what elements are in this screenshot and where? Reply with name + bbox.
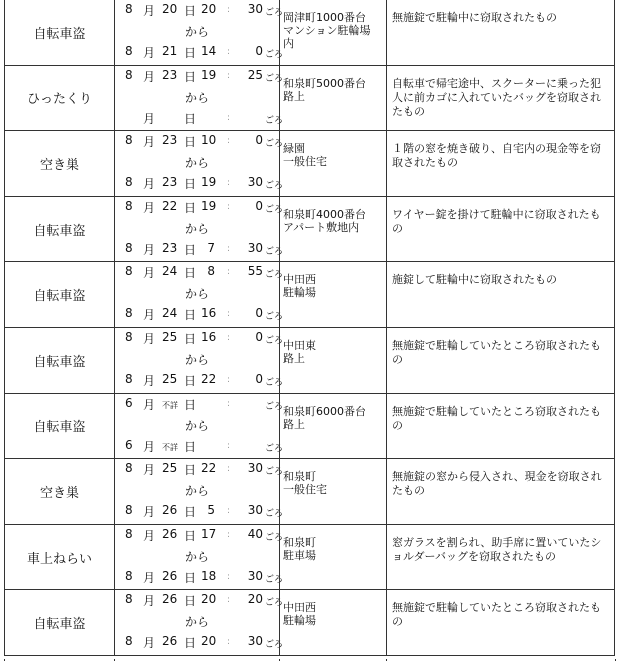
time-range bbox=[114, 131, 284, 196]
month-label: 月 bbox=[143, 439, 156, 454]
colon: : bbox=[227, 70, 231, 81]
koro-label: ごろ bbox=[265, 50, 284, 60]
colon: : bbox=[227, 201, 231, 212]
time-to-line bbox=[115, 240, 284, 257]
colon: : bbox=[227, 595, 231, 606]
time-from-line bbox=[115, 198, 284, 215]
hour-value: 16 bbox=[201, 330, 217, 344]
description: 無施錠で駐輪していたところ窃取されたもの bbox=[386, 394, 615, 459]
time-from-line bbox=[115, 461, 284, 478]
day-value: 26 bbox=[162, 526, 178, 541]
day-label: 日 bbox=[184, 332, 197, 346]
day-label: 日 bbox=[184, 111, 197, 126]
table-row bbox=[4, 394, 615, 460]
location bbox=[279, 590, 386, 655]
location-line: 和泉町4000番台 bbox=[283, 207, 366, 221]
time-to-line bbox=[115, 437, 284, 454]
month-label: 月 bbox=[143, 135, 156, 150]
description: １階の窓を焼き破り、自宅内の現金等を窃取されたもの bbox=[386, 131, 615, 196]
month-value: 8 bbox=[125, 2, 133, 16]
time-to-line bbox=[115, 306, 284, 323]
location bbox=[279, 197, 386, 262]
description: 無施錠で駐輪していたところ窃取されたもの bbox=[386, 328, 615, 393]
location-line: 駐車場 bbox=[283, 548, 316, 562]
time-to-line bbox=[115, 568, 284, 585]
colon: : bbox=[227, 637, 231, 648]
koro-label: ごろ bbox=[265, 8, 284, 18]
hour-value: 20 bbox=[201, 592, 217, 607]
colon: : bbox=[227, 440, 231, 451]
month-value: 8 bbox=[125, 264, 133, 279]
minute-value: 40 bbox=[247, 526, 263, 541]
kara-label: から bbox=[185, 418, 210, 433]
day-label: 日 bbox=[184, 594, 197, 609]
minute-value: 30 bbox=[247, 568, 263, 583]
time-range bbox=[114, 66, 284, 131]
month-value: 8 bbox=[125, 175, 133, 190]
colon: : bbox=[227, 309, 231, 320]
koro-label: ごろ bbox=[265, 139, 284, 150]
location bbox=[279, 66, 386, 131]
day-label: 日 bbox=[184, 177, 197, 192]
location bbox=[279, 459, 386, 524]
koro-label: ごろ bbox=[265, 181, 284, 192]
day-label: 日 bbox=[184, 505, 197, 520]
table-row bbox=[4, 525, 615, 591]
colon: : bbox=[227, 464, 231, 475]
month-value: 8 bbox=[125, 198, 133, 213]
month-label: 月 bbox=[143, 242, 156, 257]
month-label: 月 bbox=[143, 308, 156, 323]
location-line: 路上 bbox=[283, 352, 305, 365]
month-value: 8 bbox=[125, 133, 133, 148]
kara-line bbox=[115, 351, 280, 367]
time-range bbox=[114, 262, 284, 327]
crime-type: 車上ねらい bbox=[4, 525, 114, 590]
location-line: 岡津町1000番台 bbox=[283, 11, 366, 24]
location-line: 駐輪場 bbox=[283, 286, 316, 300]
day-label: 日 bbox=[184, 397, 197, 412]
kara-line bbox=[115, 613, 280, 629]
colon: : bbox=[227, 136, 231, 147]
colon: : bbox=[227, 398, 231, 409]
description: 無施錠の窓から侵入され、現金を窃取されたもの bbox=[386, 459, 615, 524]
minute-value: 30 bbox=[247, 503, 263, 518]
location-line: 中田東 bbox=[283, 339, 316, 352]
crime-type: 自転車盗 bbox=[4, 328, 114, 393]
kara-line bbox=[115, 89, 280, 105]
day-value: 26 bbox=[162, 634, 178, 649]
koro-label: ごろ bbox=[265, 574, 284, 585]
minute-value: 0 bbox=[255, 198, 263, 213]
kara-line bbox=[115, 482, 280, 498]
month-label: 月 bbox=[143, 505, 156, 520]
day-value: 23 bbox=[162, 133, 178, 148]
description: 施錠して駐輪中に窃取されたもの bbox=[386, 262, 615, 327]
hour-value: 20 bbox=[201, 634, 217, 649]
kara-label: から bbox=[185, 25, 210, 39]
month-value: 8 bbox=[125, 461, 133, 476]
hour-value: 17 bbox=[201, 526, 217, 541]
colon: : bbox=[227, 571, 231, 582]
koro-label: ごろ bbox=[265, 532, 284, 543]
location-line: 中田西 bbox=[283, 601, 316, 615]
month-label: 月 bbox=[143, 397, 156, 412]
month-value: 8 bbox=[125, 526, 133, 541]
month-label: 月 bbox=[143, 332, 156, 346]
day-label: 日 bbox=[184, 135, 197, 150]
koro-label: ごろ bbox=[265, 509, 284, 520]
month-value: 8 bbox=[125, 592, 133, 607]
month-label: 月 bbox=[143, 266, 156, 281]
location-line: アパート敷地内 bbox=[283, 220, 360, 234]
day-label: 日 bbox=[184, 439, 197, 454]
kara-line bbox=[115, 220, 280, 236]
time-to-line bbox=[115, 44, 284, 60]
kara-label: から bbox=[185, 90, 210, 105]
colon: : bbox=[227, 506, 231, 517]
location bbox=[279, 328, 386, 393]
kara-label: から bbox=[185, 221, 210, 236]
koro-label: ごろ bbox=[265, 467, 284, 478]
table-row bbox=[4, 131, 615, 197]
day-value: 20 bbox=[162, 2, 178, 16]
description: 無施錠で駐輪中に窃取されたもの bbox=[386, 0, 615, 65]
colon: : bbox=[227, 529, 231, 540]
table-row bbox=[4, 590, 615, 656]
koro-label: ごろ bbox=[265, 204, 284, 215]
month-value: 8 bbox=[125, 67, 133, 82]
time-from-line bbox=[115, 264, 284, 281]
day-value: 不詳 bbox=[162, 400, 178, 410]
hour-value: 16 bbox=[201, 306, 217, 321]
day-label: 日 bbox=[184, 242, 197, 257]
minute-value: 55 bbox=[247, 264, 263, 279]
day-value: 24 bbox=[162, 264, 178, 279]
minute-value: 0 bbox=[255, 133, 263, 148]
location-line: 内 bbox=[283, 37, 294, 50]
koro-label: ごろ bbox=[265, 598, 284, 609]
location-line: 路上 bbox=[283, 89, 305, 103]
day-value: 22 bbox=[162, 198, 178, 213]
time-to-line bbox=[115, 634, 284, 651]
koro-label: ごろ bbox=[265, 312, 284, 323]
crime-type: 自転車盗 bbox=[4, 197, 114, 262]
kara-label: から bbox=[185, 287, 210, 302]
kara-label: から bbox=[185, 549, 210, 564]
month-label: 月 bbox=[143, 4, 156, 18]
day-label: 日 bbox=[184, 266, 197, 281]
table-row bbox=[4, 459, 615, 525]
month-value: 8 bbox=[125, 634, 133, 649]
location-line: 一般住宅 bbox=[283, 155, 327, 169]
day-label: 日 bbox=[184, 570, 197, 585]
hour-value: 18 bbox=[201, 568, 217, 583]
day-value: 25 bbox=[162, 461, 178, 476]
month-label: 月 bbox=[143, 594, 156, 609]
table-row bbox=[4, 328, 615, 394]
minute-value: 30 bbox=[247, 2, 263, 16]
minute-value: 20 bbox=[247, 592, 263, 607]
day-label: 日 bbox=[184, 636, 197, 651]
month-label: 月 bbox=[143, 200, 156, 215]
hour-value: 19 bbox=[201, 198, 217, 213]
month-label: 月 bbox=[143, 570, 156, 585]
crime-type: 自転車盗 bbox=[4, 394, 114, 459]
month-label: 月 bbox=[143, 463, 156, 478]
location-line: 中田西 bbox=[283, 273, 316, 287]
day-value: 26 bbox=[162, 568, 178, 583]
month-label: 月 bbox=[143, 111, 156, 126]
hour-value: 22 bbox=[201, 372, 217, 386]
koro-label: ごろ bbox=[265, 115, 284, 126]
crime-type: 空き巣 bbox=[4, 459, 114, 524]
minute-value: 0 bbox=[255, 44, 263, 58]
day-label: 日 bbox=[184, 46, 197, 60]
hour-value: 19 bbox=[201, 67, 217, 82]
day-label: 日 bbox=[184, 200, 197, 215]
location bbox=[279, 262, 386, 327]
location-line: 和泉町 bbox=[283, 470, 316, 484]
hour-value: 10 bbox=[201, 133, 217, 148]
time-from-line bbox=[115, 67, 284, 84]
day-label: 日 bbox=[184, 308, 197, 323]
time-range bbox=[114, 394, 284, 459]
koro-label: ごろ bbox=[265, 246, 284, 257]
minute-value: 0 bbox=[255, 306, 263, 321]
day-value: 23 bbox=[162, 67, 178, 82]
month-label: 月 bbox=[143, 636, 156, 651]
koro-label: ごろ bbox=[265, 378, 284, 388]
month-value: 8 bbox=[125, 44, 133, 58]
location-line: 一般住宅 bbox=[283, 483, 327, 497]
minute-value: 25 bbox=[247, 67, 263, 82]
month-value: 6 bbox=[125, 395, 133, 410]
colon: : bbox=[227, 178, 231, 189]
day-value: 不詳 bbox=[162, 442, 178, 452]
day-label: 日 bbox=[184, 463, 197, 478]
hour-value: 8 bbox=[207, 264, 215, 279]
time-from-line bbox=[115, 592, 284, 609]
colon: : bbox=[227, 112, 231, 123]
day-value: 21 bbox=[162, 44, 178, 58]
colon: : bbox=[227, 5, 231, 15]
day-value: 25 bbox=[162, 372, 178, 386]
time-to-line bbox=[115, 110, 284, 126]
day-label: 日 bbox=[184, 528, 197, 543]
day-value: 23 bbox=[162, 240, 178, 255]
time-from-line bbox=[115, 395, 284, 412]
time-from-line bbox=[115, 2, 284, 18]
description: 自転車で帰宅途中、スクーターに乗った犯人に前カゴに入れていたバッグを窃取されたもの bbox=[386, 66, 615, 131]
time-range bbox=[114, 0, 284, 65]
time-to-line bbox=[115, 503, 284, 520]
time-from-line bbox=[115, 526, 284, 543]
hour-value: 7 bbox=[207, 240, 215, 255]
month-value: 8 bbox=[125, 568, 133, 583]
time-range bbox=[114, 525, 284, 590]
day-label: 日 bbox=[184, 4, 197, 18]
colon: : bbox=[227, 375, 231, 385]
time-range bbox=[114, 328, 284, 393]
koro-label: ごろ bbox=[265, 73, 284, 84]
month-value: 8 bbox=[125, 330, 133, 344]
colon: : bbox=[227, 47, 231, 57]
time-from-line bbox=[115, 133, 284, 150]
hour-value: 14 bbox=[201, 44, 217, 58]
day-value: 26 bbox=[162, 503, 178, 518]
day-value: 26 bbox=[162, 592, 178, 607]
time-to-line bbox=[115, 372, 284, 388]
koro-label: ごろ bbox=[265, 270, 284, 281]
location bbox=[279, 525, 386, 590]
time-range bbox=[114, 197, 284, 262]
koro-label: ごろ bbox=[265, 401, 284, 412]
day-label: 日 bbox=[184, 69, 197, 84]
kara-line bbox=[115, 23, 280, 39]
time-to-line bbox=[115, 175, 284, 192]
location bbox=[279, 0, 386, 65]
hour-value: 19 bbox=[201, 175, 217, 190]
day-value: 23 bbox=[162, 175, 178, 190]
location-line: 和泉町 bbox=[283, 535, 316, 549]
table-row bbox=[4, 262, 615, 328]
kara-label: から bbox=[185, 615, 210, 630]
day-value: 24 bbox=[162, 306, 178, 321]
minute-value: 0 bbox=[255, 330, 263, 344]
month-label: 月 bbox=[143, 46, 156, 60]
minute-value: 0 bbox=[255, 372, 263, 386]
colon: : bbox=[227, 267, 231, 278]
kara-line bbox=[115, 548, 280, 564]
month-label: 月 bbox=[143, 528, 156, 543]
colon: : bbox=[227, 243, 231, 254]
description: 窓ガラスを割られ、助手席に置いていたショルダーバッグを窃取されたもの bbox=[386, 525, 615, 590]
hour-value: 20 bbox=[201, 2, 217, 16]
location-line: マンション駐輪場 bbox=[283, 24, 371, 37]
time-range bbox=[114, 459, 284, 524]
location-line: 路上 bbox=[283, 417, 305, 431]
time-from-line bbox=[115, 330, 284, 346]
description: ワイヤー錠を掛けて駐輪中に窃取されたもの bbox=[386, 197, 615, 262]
table-row bbox=[4, 66, 615, 132]
koro-label: ごろ bbox=[265, 336, 284, 346]
location bbox=[279, 131, 386, 196]
hour-value: 5 bbox=[207, 503, 215, 518]
minute-value: 30 bbox=[247, 175, 263, 190]
day-value: 25 bbox=[162, 330, 178, 344]
location-line: 駐輪場 bbox=[283, 614, 316, 628]
crime-type: 自転車盗 bbox=[4, 0, 114, 65]
day-label: 日 bbox=[184, 374, 197, 388]
location-line: 緑園 bbox=[283, 142, 305, 156]
month-value: 6 bbox=[125, 437, 133, 452]
crime-type: 空き巣 bbox=[4, 131, 114, 196]
table-row bbox=[4, 197, 615, 263]
location-line: 和泉町6000番台 bbox=[283, 404, 366, 418]
minute-value: 30 bbox=[247, 240, 263, 255]
colon: : bbox=[227, 333, 231, 343]
kara-line bbox=[115, 285, 280, 301]
month-label: 月 bbox=[143, 374, 156, 388]
koro-label: ごろ bbox=[265, 443, 284, 454]
kara-label: から bbox=[185, 156, 210, 171]
crime-type: 自転車盗 bbox=[4, 262, 114, 327]
month-value: 8 bbox=[125, 306, 133, 321]
month-value: 8 bbox=[125, 503, 133, 518]
kara-line bbox=[115, 154, 280, 170]
crime-type: 自転車盗 bbox=[4, 590, 114, 655]
koro-label: ごろ bbox=[265, 640, 284, 651]
kara-label: から bbox=[185, 353, 210, 367]
location-line: 和泉町5000番台 bbox=[283, 76, 366, 90]
time-range bbox=[114, 590, 284, 655]
month-value: 8 bbox=[125, 240, 133, 255]
hour-value: 22 bbox=[201, 461, 217, 476]
month-label: 月 bbox=[143, 177, 156, 192]
crime-type: ひったくり bbox=[4, 66, 114, 131]
description: 無施錠で駐輪していたところ窃取されたもの bbox=[386, 590, 615, 655]
minute-value: 30 bbox=[247, 461, 263, 476]
month-value: 8 bbox=[125, 372, 133, 386]
minute-value: 30 bbox=[247, 634, 263, 649]
kara-label: から bbox=[185, 484, 210, 499]
location bbox=[279, 394, 386, 459]
month-label: 月 bbox=[143, 69, 156, 84]
table-row bbox=[4, 0, 615, 66]
kara-line bbox=[115, 417, 280, 433]
